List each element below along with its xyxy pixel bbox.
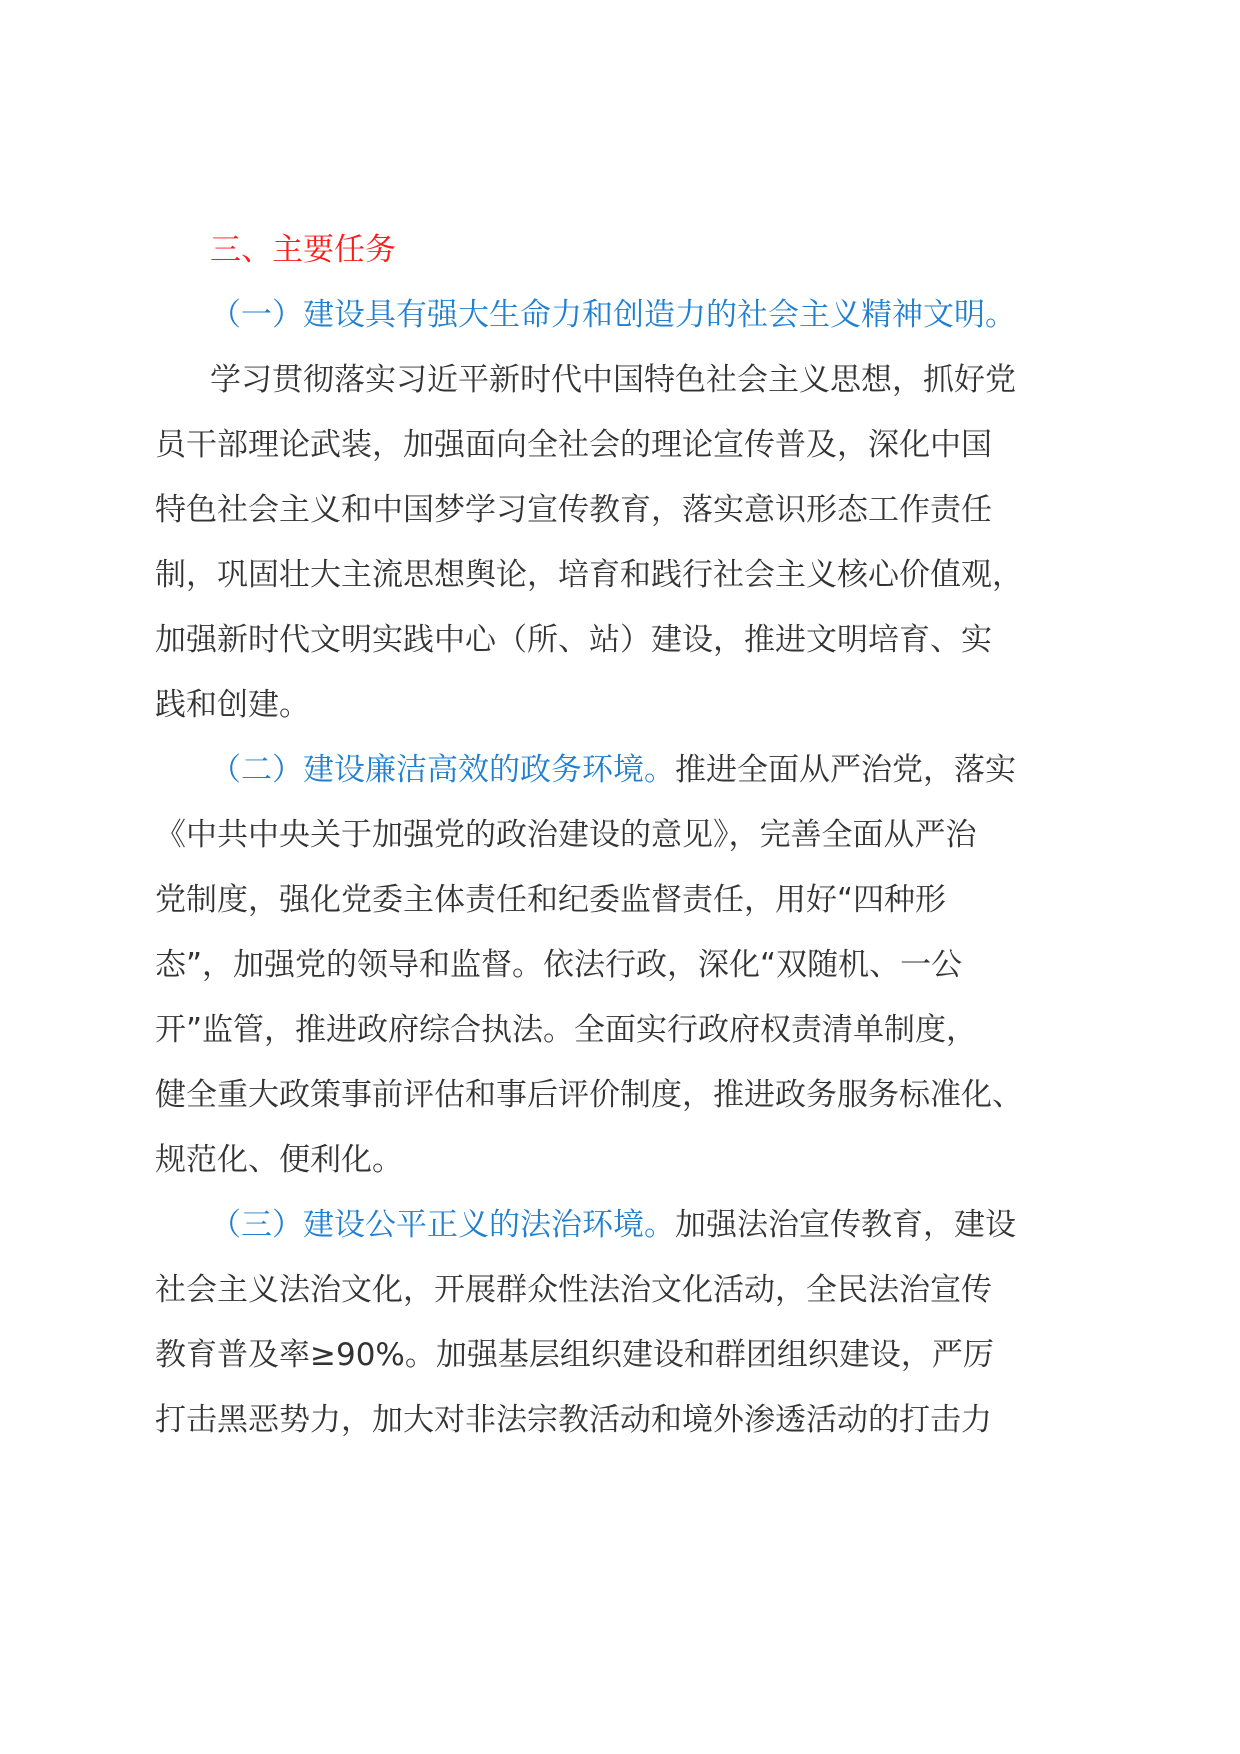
subsection-1-line: 学习贯彻落实习近平新时代中国特色社会主义思想，抓好党 xyxy=(210,362,1016,398)
subsection-3-line: 教育普及率≥90%。加强基层组织建设和群团组织建设，严厉 xyxy=(155,1337,994,1373)
subsection-3-lead-text: 加强法治宣传教育，建设 xyxy=(675,1207,1016,1243)
subsection-1-line: 制，巩固壮大主流思想舆论，培育和践行社会主义核心价值观， xyxy=(155,557,1023,593)
subsection-1-line: 加强新时代文明实践中心（所、站）建设，推进文明培育、实 xyxy=(155,622,992,658)
subsection-2-first-line xyxy=(155,738,1085,803)
subsection-2-line: 规范化、便利化。 xyxy=(155,1142,403,1178)
subsection-2-line: 《中共中央关于加强党的政治建设的意见》，完善全面从严治 xyxy=(155,817,977,853)
subsection-3-line: 社会主义法治文化，开展群众性法治文化活动，全民法治宣传 xyxy=(155,1272,992,1308)
subsection-1-line: 员干部理论武装，加强面向全社会的理论宣传普及，深化中国 xyxy=(155,427,992,463)
subsection-1-heading: （一）建设具有强大生命力和创造力的社会主义精神文明。 xyxy=(210,297,1016,333)
subsection-2-line: 党制度，强化党委主体责任和纪委监督责任，用好“四种形 xyxy=(155,882,947,918)
subsection-2-line: 开”监管，推进政府综合执法。全面实行政府权责清单制度， xyxy=(155,1012,978,1048)
document-content xyxy=(155,218,1085,1453)
section-heading: 三、主要任务 xyxy=(210,232,396,268)
subsection-2-lead-text: 推进全面从严治党，落实 xyxy=(675,752,1016,788)
subsection-1-line: 特色社会主义和中国梦学习宣传教育，落实意识形态工作责任 xyxy=(155,492,992,528)
subsection-3-first-line xyxy=(155,1193,1085,1258)
subsection-2-heading: （二）建设廉洁高效的政务环境。 xyxy=(210,752,675,788)
subsection-1-line: 践和创建。 xyxy=(155,687,310,723)
subsection-2-line: 健全重大政策事前评估和事后评价制度，推进政务服务标准化、 xyxy=(155,1077,1023,1113)
subsection-3-heading: （三）建设公平正义的法治环境。 xyxy=(210,1207,675,1243)
subsection-3-line: 打击黑恶势力，加大对非法宗教活动和境外渗透活动的打击力 xyxy=(155,1402,992,1438)
subsection-2-line: 态”，加强党的领导和监督。依法行政，深化“双随机、一公 xyxy=(155,947,963,983)
